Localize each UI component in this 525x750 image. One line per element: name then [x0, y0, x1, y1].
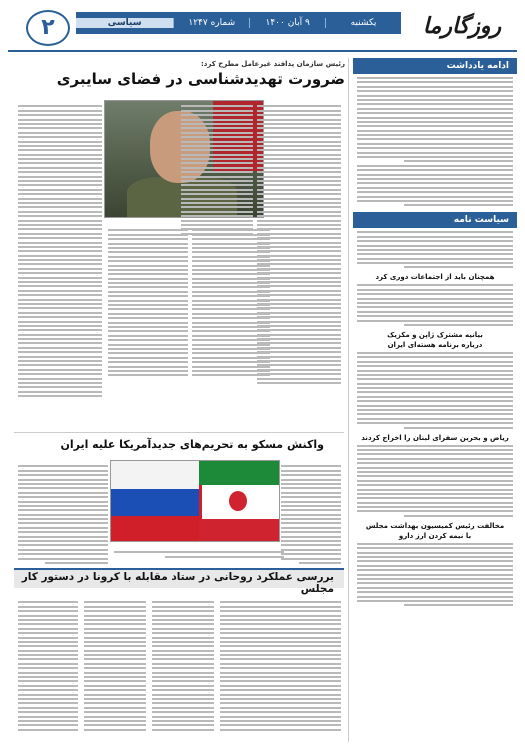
sidebar-item-title: ریاض و بحرین سفرای لبنان را اخراج کردند: [361, 433, 509, 442]
sidebar-item-title: بیانیه مشترک ژاپن و مکزیک: [387, 330, 483, 339]
article-headline: بررسی عملکرد روحانی در ستاد مقابله با کرونا در دستور کار مجلس: [21, 571, 334, 595]
article-column: [220, 599, 282, 733]
sidebar-item-text: [357, 352, 513, 429]
article-column: [279, 599, 341, 733]
sidebar-item-title: با نیمه کردن ارز دارو: [398, 531, 472, 540]
sidebar-box-title-politics: سیاست نامه: [353, 212, 517, 228]
article-column: [108, 227, 188, 379]
newspaper-logo: روزگارما: [407, 8, 517, 44]
article-column: [152, 599, 214, 733]
day-label: یکشنبه: [325, 18, 401, 28]
masthead-rule: [8, 50, 517, 52]
page-number: ۲: [26, 10, 70, 46]
article-column: [114, 549, 284, 560]
sidebar-item-text: [357, 284, 513, 326]
sidebar: [353, 58, 517, 742]
info-bar: [76, 12, 401, 34]
article-column: [181, 103, 253, 237]
article-column: [192, 227, 270, 379]
issue-label: شماره ۱۲۴۷: [173, 18, 249, 28]
article-headline: ضرورت تهدیدشناسی در فضای سایبری: [56, 70, 345, 88]
iran-emblem-icon: [229, 491, 247, 511]
article-headline: واکنش مسکو به تحریم‌های جدیدآمریکا علیه ایران: [60, 438, 324, 451]
article-kicker: رئیس سازمان پدافند غیرعامل مطرح کرد:: [201, 60, 345, 68]
sidebar-item-title: درباره برنامه هسته‌ای ایران: [387, 340, 483, 349]
sidebar-politics-text: [357, 231, 513, 268]
sidebar-item-title: همچنان باید از اجتماعات دوری کرد: [375, 273, 495, 282]
article-column: [18, 599, 78, 733]
column-divider: [348, 58, 349, 742]
masthead: [8, 8, 517, 50]
article-column: [18, 103, 102, 400]
article-column: [18, 463, 108, 566]
article-column: [281, 463, 341, 566]
sidebar-item-text: [357, 543, 513, 606]
sidebar-item-title: مخالفت رئیس کمیسیون بهداشت مجلس: [365, 521, 505, 530]
section-label: سیاسی: [76, 18, 173, 28]
flags-photo: [110, 460, 280, 542]
sidebar-note-text: [357, 77, 513, 206]
section-divider: [14, 432, 344, 433]
date-label: ۹ آبان ۱۴۰۰: [249, 18, 325, 28]
sidebar-box-title-note: ادامه یادداشت: [353, 58, 517, 74]
article-column: [84, 599, 146, 733]
sidebar-item-text: [357, 445, 513, 517]
